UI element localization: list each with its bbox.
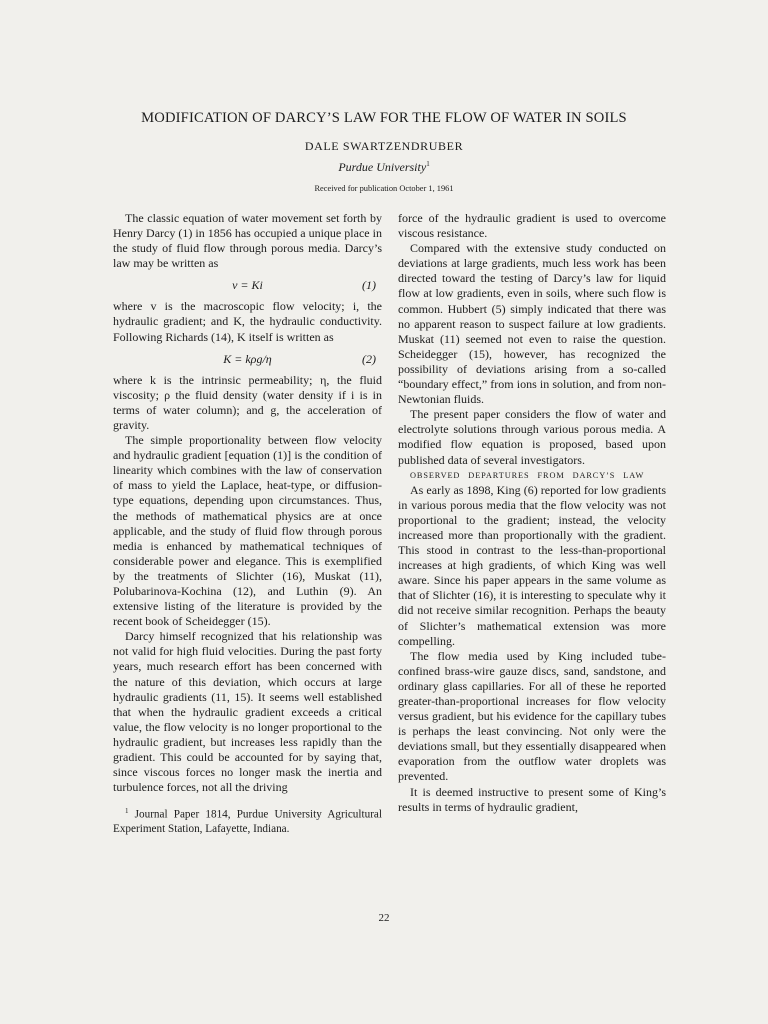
affiliation <box>0 160 768 175</box>
received-date: Received for publication October 1, 1961 <box>314 184 454 193</box>
affiliation-footnote-mark: 1 <box>426 160 430 168</box>
paragraph: where k is the intrinsic permeability; η, the fluid viscosity; ρ the fluid density (water density if i is in terms of water column); and g, the acceleration of gravity. <box>113 372 382 432</box>
paragraph: Compared with the extensive study conducted on deviations at large gradients, much less work has been directed toward the testing of Darcy’s law for liquid flow at low gradients, even in soils, where such flow is common. Hubbert (5) simply indicated that there was no apparent reason to suspect failure at low gradients. Muskat (11) seemed not even to raise the question. Scheidegger (15), however, has recognized the possibility of deviations arising from a so-called “boundary effect,” from ions in solution, and from non-Newtonian fluids. <box>398 241 666 407</box>
equation-2 <box>113 348 382 370</box>
paragraph: The classic equation of water movement set forth by Henry Darcy (1) in 1856 has occupied a unique place in the study of fluid flow through porous media. Darcy’s law may be written as <box>113 211 382 271</box>
right-column <box>398 211 666 815</box>
section-heading: OBSERVED DEPARTURES FROM DARCY’S LAW <box>410 470 645 480</box>
paper-title: MODIFICATION OF DARCY’S LAW FOR THE FLOW OF WATER IN SOILS <box>141 110 627 126</box>
paragraph: As early as 1898, King (6) reported for low gradients in various porous media that the flow velocity was not proportional to the gradient; instead, the velocity increased more than proportionally with the gradient. This stood in contrast to the less-than-proportional increases at high gradients, of which King was well aware. Since his paper appears in the same volume as that of Slichter (16), it is interesting to speculate why it did not receive similar recognition. Perhaps the beauty of Slichter’s mathematical extension was more compelling. <box>398 482 666 648</box>
equation-1 <box>113 274 382 296</box>
affiliation-name: Purdue University <box>338 160 427 174</box>
paragraph: Darcy himself recognized that his relationship was not valid for high fluid velocities. During the past forty years, much research effort has been concerned with the nature of this deviation, which occurs at large hydraulic gradients (11, 15). It seems well established that when the hydraulic gradient exceeds a critical value, the flow velocity is no longer proportional to the hydraulic gradient, but increases less rapidly than the gradient. This could be accounted for by saying that, since viscous forces no longer mask the inertia and turbulence forces, not all the driving <box>113 629 382 795</box>
equation-expression: K = kρg/η <box>223 351 272 366</box>
equation-number: (2) <box>362 351 376 366</box>
paragraph: The simple proportionality between flow velocity and hydraulic gradient [equation (1)] is the condition of linearity which combines with the law of conservation of mass to yield the Laplace, heat-type, or diffusion-type equations, depending upon circumstances. Thus, the methods of mathematical physics are at once applicable, and the study of fluid flow through porous media is enhanced by mathematical techniques of considerable power and elegance. This is exemplified by the treatments of Slichter (16), Muskat (11), Polubarinova-Kochina (12), and Luthin (9). An extensive listing of the literature is provided by the recent book of Scheidegger (15). <box>113 433 382 629</box>
paragraph: force of the hydraulic gradient is used to overcome viscous resistance. <box>398 211 666 241</box>
equation-number: (1) <box>362 278 376 293</box>
footnote-mark: 1 <box>125 807 129 816</box>
paragraph: The flow media used by King included tube-confined brass-wire gauze discs, sand, sandstone, and ordinary glass capillaries. For all of these he reported greater-than-proportional increases for flow velocity versus gradient, but his evidence for the capillary tubes is perhaps the least convincing. Not only were the deviations small, but they essentially disappeared when evaporation from the outflow water droplets was prevented. <box>398 648 666 784</box>
footnote <box>113 804 382 836</box>
paragraph: where v is the macroscopic flow velocity; i, the hydraulic gradient; and K, the hydraulic conductivity. Following Richards (14), K itself is written as <box>113 299 382 344</box>
page-number: 22 <box>378 912 390 924</box>
left-column <box>113 211 382 836</box>
footnote-text: Journal Paper 1814, Purdue University Agricultural Experiment Station, Lafayette, Indiana. <box>113 809 382 836</box>
paragraph: The present paper considers the flow of water and electrolyte solutions through various porous media. A modified flow equation is proposed, based upon published data of several investigators. <box>398 407 666 467</box>
equation-expression: v = Ki <box>232 278 263 293</box>
author-name: DALE SWARTZENDRUBER <box>304 139 464 153</box>
paragraph: It is deemed instructive to present some of King’s results in terms of hydraulic gradient, <box>398 784 666 814</box>
